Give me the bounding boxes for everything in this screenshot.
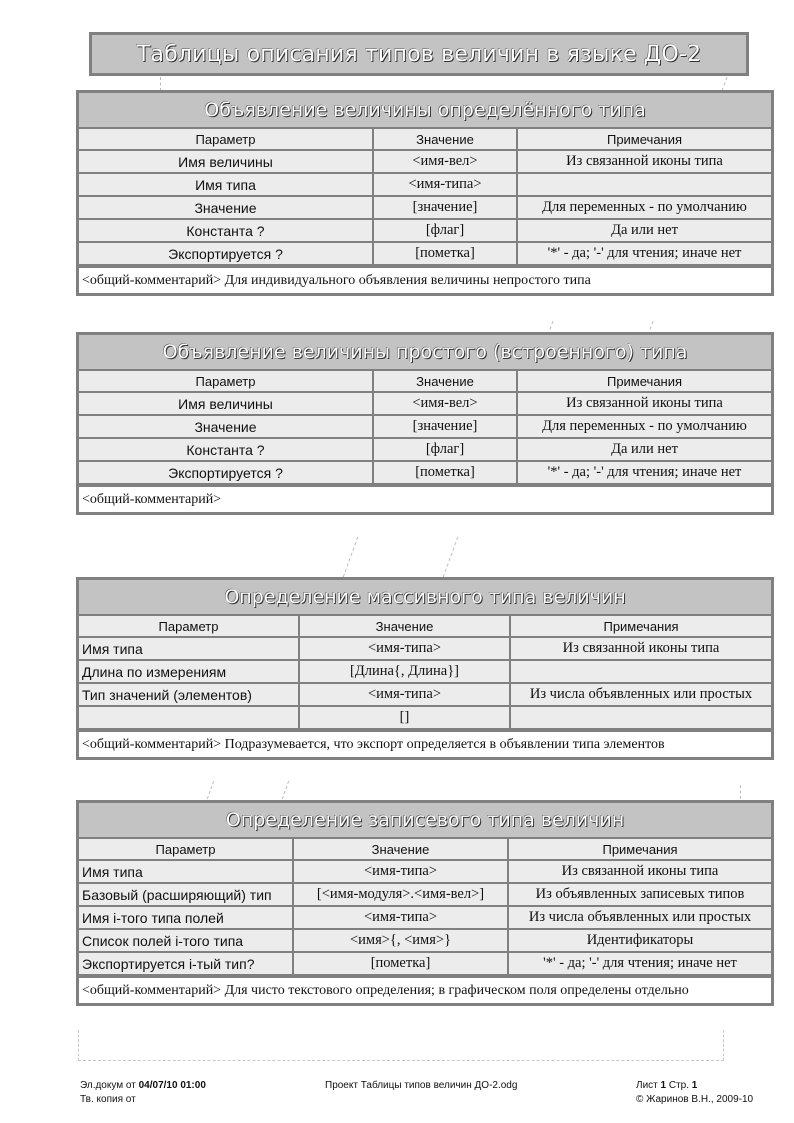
params-table xyxy=(79,371,771,485)
document-title: Таблицы описания типов величин в языке ДО-2 xyxy=(89,32,749,76)
param-cell: Экспортируется ? xyxy=(79,461,373,484)
sheet-line xyxy=(636,1079,753,1093)
header-param: Параметр xyxy=(79,129,373,150)
value-cell: <имя-типа> xyxy=(299,637,510,660)
general-comment: <общий-комментарий> xyxy=(79,485,771,512)
param-cell: Экспортируется i-тый тип? xyxy=(79,952,293,975)
param-cell: Базовый (расширяющий) тип xyxy=(79,883,293,906)
note-cell: Для переменных - по умолчанию xyxy=(517,196,771,219)
note-cell: '*' - да; '-' для чтения; иначе нет xyxy=(517,461,771,484)
header-value: Значение xyxy=(373,371,517,392)
sheet-number: 1 xyxy=(660,1080,667,1091)
param-cell: Имя величины xyxy=(79,150,373,173)
footer-right xyxy=(636,1079,753,1107)
table-row xyxy=(79,706,771,729)
edoc-label: Эл.докум от xyxy=(80,1080,136,1091)
note-cell xyxy=(510,660,771,683)
note-cell: Из связанной иконы типа xyxy=(510,637,771,660)
copy-label: Тв. копия от xyxy=(80,1094,136,1105)
note-cell: Из связанной иконы типа xyxy=(508,860,771,883)
value-cell: [флаг] xyxy=(373,219,517,242)
header-value: Значение xyxy=(299,616,510,637)
note-cell: Да или нет xyxy=(517,438,771,461)
page-number: 1 xyxy=(691,1080,698,1091)
value-cell: <имя-типа> xyxy=(299,683,510,706)
param-cell: Список полей i-того типа xyxy=(79,929,293,952)
table-block-simple-type xyxy=(76,332,774,515)
connector-line xyxy=(282,781,290,799)
header-row xyxy=(79,371,771,392)
note-cell: Для переменных - по умолчанию xyxy=(517,415,771,438)
table-row xyxy=(79,242,771,265)
header-row xyxy=(79,839,771,860)
value-cell: <имя>{, <имя>} xyxy=(293,929,508,952)
general-comment: <общий-комментарий> Для индивидуального объявления величины непростого типа xyxy=(79,266,771,293)
table-title: Определение массивного типа величин xyxy=(79,580,771,616)
header-param: Параметр xyxy=(79,616,299,637)
param-cell: Имя величины xyxy=(79,392,373,415)
note-cell: Да или нет xyxy=(517,219,771,242)
note-cell: '*' - да; '-' для чтения; иначе нет xyxy=(508,952,771,975)
value-cell: [значение] xyxy=(373,415,517,438)
connector-line xyxy=(343,537,359,577)
copyright: © Жаринов В.Н., 2009-10 xyxy=(636,1094,754,1105)
general-comment: <общий-комментарий> Подразумевается, что экспорт определяется в объявлении типа элементов xyxy=(79,730,771,757)
value-cell: [пометка] xyxy=(373,461,517,484)
value-cell: [пометка] xyxy=(373,242,517,265)
footer-project xyxy=(325,1079,517,1093)
param-cell: Константа ? xyxy=(79,438,373,461)
table-row xyxy=(79,219,771,242)
sheet-label: Лист xyxy=(636,1080,658,1091)
table-block-record-type xyxy=(76,800,774,1006)
connector-line xyxy=(443,537,459,577)
table-title: Объявление величины простого (встроенного) типа xyxy=(79,335,771,371)
table-row xyxy=(79,929,771,952)
param-cell: Значение xyxy=(79,196,373,219)
value-cell: <имя-типа> xyxy=(293,906,508,929)
value-cell: <имя-типа> xyxy=(373,173,517,196)
project-name: Проект Таблицы типов величин ДО-2.odg xyxy=(325,1080,518,1091)
page-label: Стр. xyxy=(668,1080,690,1091)
table-row xyxy=(79,173,771,196)
table-row xyxy=(79,683,771,706)
value-cell: [значение] xyxy=(373,196,517,219)
footer-left xyxy=(80,1079,206,1107)
value-cell: [<имя-модуля>.<имя-вел>] xyxy=(293,883,508,906)
value-cell: [Длина{, Длина}] xyxy=(299,660,510,683)
param-cell: Константа ? xyxy=(79,219,373,242)
params-table xyxy=(79,616,771,730)
params-table xyxy=(79,839,771,976)
edoc-line xyxy=(80,1079,206,1093)
table-row xyxy=(79,196,771,219)
param-cell: Имя типа xyxy=(79,860,293,883)
note-cell: Из объявленных записевых типов xyxy=(508,883,771,906)
param-cell: Значение xyxy=(79,415,373,438)
note-cell: Идентификаторы xyxy=(508,929,771,952)
note-cell: Из связанной иконы типа xyxy=(517,392,771,415)
edoc-date: 04/07/10 01:00 xyxy=(138,1080,206,1091)
note-cell: Из числа объявленных или простых xyxy=(510,683,771,706)
param-cell xyxy=(79,706,299,729)
table-block-definite-type xyxy=(76,90,774,296)
table-title: Определение записевого типа величин xyxy=(79,803,771,839)
header-param: Параметр xyxy=(79,371,373,392)
table-row xyxy=(79,392,771,415)
note-cell xyxy=(517,173,771,196)
note-cell xyxy=(510,706,771,729)
value-cell: [флаг] xyxy=(373,438,517,461)
table-block-array-type xyxy=(76,577,774,760)
connector-line xyxy=(160,77,161,91)
header-note: Примечания xyxy=(508,839,771,860)
table-row xyxy=(79,952,771,975)
table-row xyxy=(79,883,771,906)
table-row xyxy=(79,150,771,173)
param-cell: Экспортируется ? xyxy=(79,242,373,265)
connector-box xyxy=(78,1030,724,1061)
header-param: Параметр xyxy=(79,839,293,860)
header-row xyxy=(79,129,771,150)
table-title: Объявление величины определённого типа xyxy=(79,93,771,129)
params-table xyxy=(79,129,771,266)
value-cell: [] xyxy=(299,706,510,729)
param-cell: Тип значений (элементов) xyxy=(79,683,299,706)
value-cell: <имя-вел> xyxy=(373,150,517,173)
connector-line xyxy=(721,77,727,91)
note-cell: '*' - да; '-' для чтения; иначе нет xyxy=(517,242,771,265)
table-row xyxy=(79,637,771,660)
connector-line xyxy=(207,781,215,799)
value-cell: [пометка] xyxy=(293,952,508,975)
general-comment: <общий-комментарий> Для чисто текстового определения; в графическом поля определены отдельно xyxy=(79,976,771,1003)
table-row xyxy=(79,438,771,461)
header-note: Примечания xyxy=(517,129,771,150)
header-note: Примечания xyxy=(517,371,771,392)
header-note: Примечания xyxy=(510,616,771,637)
table-row xyxy=(79,860,771,883)
table-row xyxy=(79,660,771,683)
value-cell: <имя-вел> xyxy=(373,392,517,415)
param-cell: Длина по измерениям xyxy=(79,660,299,683)
header-value: Значение xyxy=(373,129,517,150)
connector-line xyxy=(740,785,741,799)
note-cell: Из связанной иконы типа xyxy=(517,150,771,173)
param-cell: Имя типа xyxy=(79,637,299,660)
table-row xyxy=(79,461,771,484)
header-row xyxy=(79,616,771,637)
table-row xyxy=(79,415,771,438)
note-cell: Из числа объявленных или простых xyxy=(508,906,771,929)
param-cell: Имя i-того типа полей xyxy=(79,906,293,929)
table-row xyxy=(79,906,771,929)
param-cell: Имя типа xyxy=(79,173,373,196)
header-value: Значение xyxy=(293,839,508,860)
value-cell: <имя-типа> xyxy=(293,860,508,883)
